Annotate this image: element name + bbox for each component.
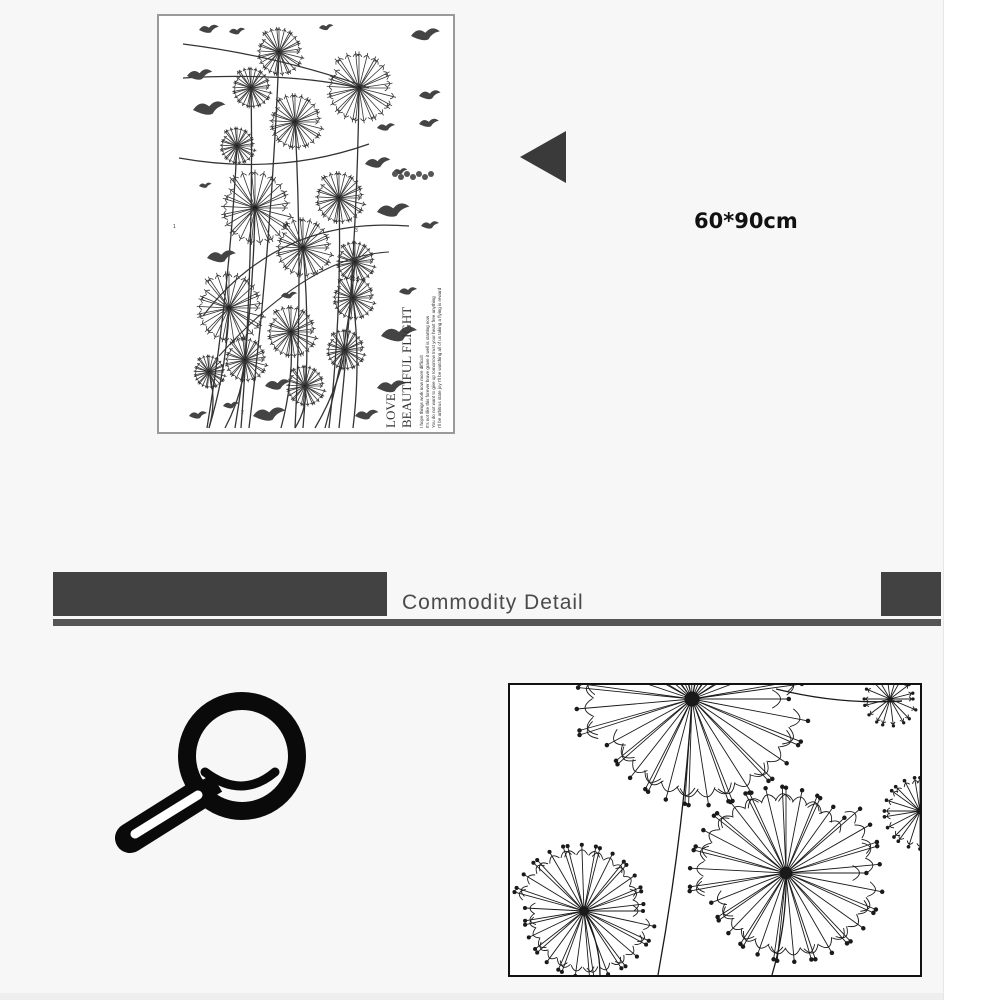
- detail-dandelion-left: [513, 843, 656, 975]
- right-margin: [943, 0, 1000, 1000]
- decal-artwork: [159, 16, 453, 432]
- detail-dandelion-right: [688, 785, 884, 975]
- detail-dandelion-artwork: [510, 685, 920, 975]
- detail-dandelion-top: [575, 685, 810, 975]
- decal-flower-5: [416, 171, 422, 177]
- bird-4: [411, 28, 440, 40]
- bird-20: [189, 411, 207, 418]
- section-banner-right-bar: [881, 572, 941, 616]
- detail-dandelion-corner: [863, 685, 917, 727]
- bird-11: [377, 203, 409, 216]
- bird-3: [319, 24, 333, 30]
- bird-18: [265, 379, 290, 389]
- section-banner-underline: [53, 619, 941, 626]
- decal-marker-1: 1: [173, 224, 176, 230]
- bird-12: [421, 221, 439, 228]
- decal-heading-love: LOVE: [383, 393, 398, 428]
- bird-8: [419, 119, 439, 127]
- section-banner-left-bar: [53, 572, 387, 616]
- decal-marker-3: 3: [355, 228, 358, 234]
- magnifier-icon: [105, 688, 310, 860]
- decal-text-line-3: You do not want to give up tomorrow trust your heart free anything: [431, 296, 436, 428]
- decal-flower-4: [410, 174, 416, 180]
- detail-dandelion-edge: [883, 776, 920, 850]
- decal-flower-7: [428, 171, 434, 177]
- bird-2: [229, 28, 245, 35]
- bird-23: [199, 183, 212, 188]
- decal-text-line-4: I'll be arbitrus state joy I'll be watching all of us taking a flying is reward: [437, 287, 442, 428]
- decal-flower-1: [392, 171, 398, 177]
- bird-13: [207, 250, 236, 262]
- section-title: Commodity Detail: [402, 591, 584, 614]
- bird-14: [399, 287, 417, 294]
- decal-heading-flight: BEAUTIFUL FLIGHT: [399, 306, 414, 428]
- bottom-strip: [0, 993, 943, 1000]
- product-preview-image: [157, 14, 455, 434]
- bird-10: [365, 157, 390, 167]
- decal-flower-3: [404, 171, 410, 177]
- decal-text-line-1: I hope things work now more difficult: [419, 355, 424, 428]
- bird-15: [281, 292, 297, 299]
- decal-text-line-2: It's not like this forever brave grave it well is starting now: [425, 315, 430, 428]
- bird-7: [193, 101, 225, 114]
- bird-22: [223, 402, 239, 409]
- bird-6: [419, 90, 441, 99]
- triangle-left-icon: [520, 131, 566, 183]
- bird-21: [355, 410, 378, 420]
- decal-marker-2: 2: [241, 410, 244, 416]
- decal-flower-2: [398, 174, 404, 180]
- size-label: 60*90cm: [694, 209, 798, 233]
- bird-1: [199, 25, 219, 33]
- detail-closeup-image: [508, 683, 922, 977]
- bird-9: [377, 123, 395, 130]
- decal-dandelion-2: [327, 51, 396, 428]
- decal-flower-6: [422, 174, 428, 180]
- bird-19: [253, 407, 285, 420]
